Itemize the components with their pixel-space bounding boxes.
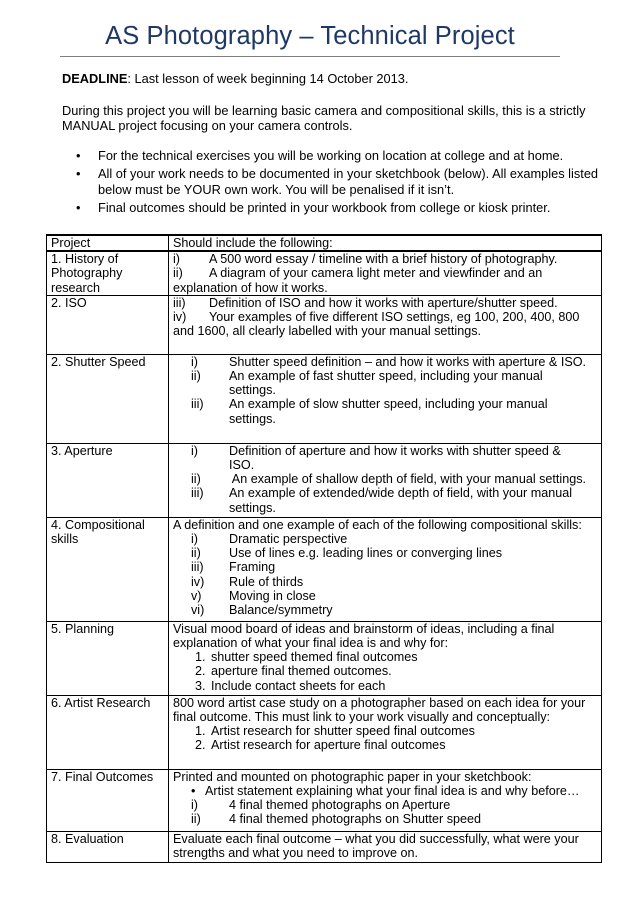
bullet-icon: • (76, 166, 81, 182)
table-row (47, 621, 602, 695)
bullet-icon: • (191, 784, 196, 799)
project-name: 6. Artist Research (47, 695, 169, 769)
list-item: • Final outcomes should be printed in your workbook from college or kiosk printer. (76, 199, 551, 215)
bullet-icon: • (76, 148, 81, 163)
project-content: iii) Definition of ISO and how it works with aperture/shutter speed. iv) Your examples of five different ISO settings, eg 100, 200, 400, 800 and 1600, all clearly labelled with your manual settings. (169, 295, 602, 354)
project-content: A definition and one example of each of the following compositional skills: i) Dramatic perspective ii) Use of lines e.g. leading lines or converging lines iii) Framing iv) Rule of thirds v) Moving in close vi) Balance/symmetry (169, 517, 602, 621)
table-header-row (47, 235, 602, 251)
project-name: 3. Aperture (47, 443, 169, 517)
deadline-text: : Last lesson of week beginning 14 October 2013. (127, 71, 409, 86)
project-content: Printed and mounted on photographic paper in your sketchbook: • Artist statement explaining what your final idea is and why before… i) 4 final themed photographs on Aperture ii) 4 final themed photographs on Shutter speed (169, 769, 602, 831)
project-content: Evaluate each final outcome – what you did successfully, what were your strengths and what you need to improve on. (169, 831, 602, 862)
deadline-label: DEADLINE (62, 71, 128, 86)
table-row (47, 251, 602, 295)
list-item: • All of your work needs to be documented in your sketchbook (below). All examples listed below must be YOUR own work. You will be penalised if it isn’t. (76, 166, 599, 197)
instruction-list (62, 148, 610, 218)
table-row (47, 295, 602, 354)
project-name: 1. History of Photography research (47, 251, 169, 295)
header-content: Should include the following: (169, 235, 602, 251)
project-name: 2. Shutter Speed (47, 354, 169, 443)
table-row (47, 354, 602, 443)
title-divider (60, 56, 560, 57)
intro-paragraph: During this project you will be learning basic camera and compositional skills, this is a strictly MANUAL project focusing on your camera controls. (62, 103, 586, 134)
table-row (47, 831, 602, 862)
table-row (47, 443, 602, 517)
table-row (47, 517, 602, 621)
project-content: 800 word artist case study on a photographer based on each idea for your final outcome. This must link to your work visually and conceptually: 1. Artist research for shutter speed final outcomes 2. Artist research for aperture final outcomes (169, 695, 602, 769)
project-name: 2. ISO (47, 295, 169, 354)
list-item: • For the technical exercises you will be working on location at college and at home. (76, 148, 564, 163)
table-row (47, 769, 602, 831)
deadline (62, 71, 408, 86)
table-row (47, 695, 602, 769)
header-project: Project (47, 235, 169, 251)
project-name: 7. Final Outcomes (47, 769, 169, 831)
project-content: Visual mood board of ideas and brainstorm of ideas, including a final explanation of what your final idea is and why for: 1. shutter speed themed final outcomes 2. aperture final themed outcomes. 3. Include contact sheets for each (169, 621, 602, 695)
project-name: 8. Evaluation (47, 831, 169, 862)
bullet-icon: • (76, 199, 81, 215)
project-name: 4. Compositional skills (47, 517, 169, 621)
project-content: i) Shutter speed definition – and how it works with aperture & ISO. ii) An example of fast shutter speed, including your manual settings. iii) An example of slow shutter speed, including your manual settings. (169, 354, 602, 443)
project-table (46, 234, 602, 863)
project-content: i) Definition of aperture and how it works with shutter speed & ISO. ii) An example of shallow depth of field, with your manual settings. iii) An example of extended/wide depth of field, with your manual settings. (169, 443, 602, 517)
page-title: AS Photography – Technical Project (105, 22, 515, 50)
project-name: 5. Planning (47, 621, 169, 695)
project-content: i) A 500 word essay / timeline with a brief history of photography. ii) A diagram of your camera light meter and viewfinder and an explanation of how it works. (169, 251, 602, 295)
